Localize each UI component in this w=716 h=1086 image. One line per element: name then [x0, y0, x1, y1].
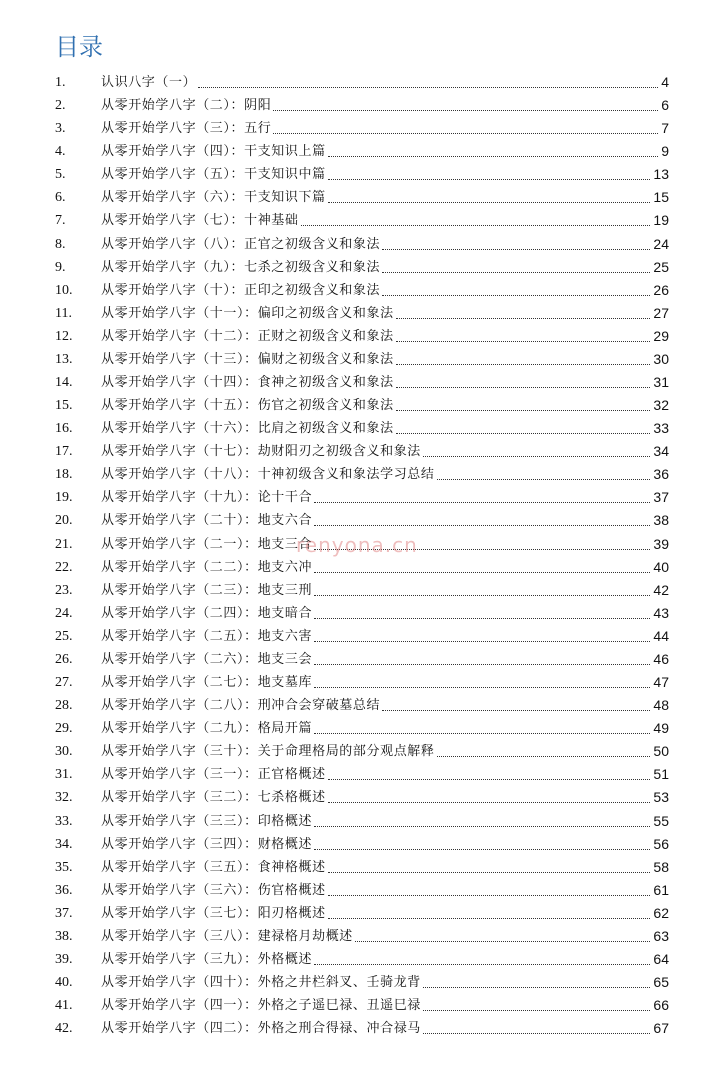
toc-entry[interactable]: [0, 1017, 716, 1040]
toc-entry-page-number[interactable]: 64: [653, 950, 669, 967]
toc-dot-leader: [314, 595, 650, 596]
toc-dot-leader: [328, 802, 651, 803]
toc-entry-page-number[interactable]: 9: [661, 143, 669, 160]
toc-entry-line: [101, 396, 669, 415]
toc-entry-page-number[interactable]: 34: [653, 443, 669, 460]
toc-dot-leader: [396, 410, 651, 411]
toc-entry-title[interactable]: 从零开始学八字（二四）：地支暗合: [101, 605, 313, 621]
toc-dot-leader: [423, 1010, 651, 1011]
toc-dot-leader: [328, 202, 651, 203]
toc-entry-title[interactable]: 从零开始学八字（二八）：刑冲合会穿破墓总结: [101, 698, 381, 714]
toc-entry-page-number[interactable]: 25: [653, 258, 669, 275]
toc-entry-page-number[interactable]: 30: [653, 350, 669, 367]
toc-entry-line: [101, 812, 669, 831]
toc-dot-leader: [314, 502, 650, 503]
toc-entry-title[interactable]: 从零开始学八字（十九）：论十干合: [101, 490, 313, 506]
toc-entry[interactable]: [0, 279, 716, 302]
toc-entry-title[interactable]: 从零开始学八字（九）：七杀之初级含义和象法: [101, 259, 381, 275]
toc-entry-number: 10.: [55, 282, 73, 298]
toc-entry[interactable]: [0, 486, 716, 509]
toc-entry[interactable]: [0, 579, 716, 602]
toc-entry-title[interactable]: 从零开始学八字（八）：正官之初级含义和象法: [101, 236, 381, 252]
toc-entry-page-number[interactable]: 13: [653, 166, 669, 183]
toc-entry-number: 7.: [55, 213, 66, 229]
toc-dot-leader: [396, 433, 651, 434]
toc-entry-page-number[interactable]: 6: [661, 97, 669, 114]
toc-entry-number: 18.: [55, 467, 73, 483]
toc-entry-title[interactable]: 从零开始学八字（三八）：建禄格月劫概述: [101, 928, 353, 944]
toc-entry-title[interactable]: 从零开始学八字（四十）：外格之井栏斜叉、壬骑龙背: [101, 975, 421, 991]
toc-dot-leader: [198, 87, 658, 88]
toc-entry-line: [101, 465, 669, 484]
toc-entry-page-number[interactable]: 33: [653, 420, 669, 437]
toc-entry-page-number[interactable]: 49: [653, 720, 669, 737]
toc-entry-page-number[interactable]: 63: [653, 927, 669, 944]
toc-dot-leader: [396, 318, 651, 319]
toc-entry[interactable]: [0, 325, 716, 348]
toc-entry[interactable]: [0, 256, 716, 279]
toc-entry-line: [101, 258, 669, 277]
toc-entry-number: 22.: [55, 559, 73, 575]
toc-entry-number: 33.: [55, 813, 73, 829]
toc-entry-title[interactable]: 认识八字（一）: [101, 75, 197, 90]
toc-dot-leader: [396, 364, 651, 365]
toc-entry-number: 23.: [55, 582, 73, 598]
toc-entry[interactable]: [0, 833, 716, 856]
toc-entry[interactable]: [0, 671, 716, 694]
toc-entry-line: [101, 1019, 669, 1038]
toc-entry-line: [101, 327, 669, 346]
toc-entry-line: [101, 927, 669, 946]
toc-entry[interactable]: [0, 902, 716, 925]
toc-entry[interactable]: [0, 94, 716, 117]
toc-dot-leader: [382, 249, 650, 250]
toc-entry-number: 38.: [55, 928, 73, 944]
toc-entry-page-number[interactable]: 55: [653, 812, 669, 829]
toc-entry-page-number[interactable]: 19: [653, 212, 669, 229]
toc-entry-line: [101, 650, 669, 669]
toc-dot-leader: [328, 779, 651, 780]
toc-entry-line: [101, 673, 669, 692]
toc-dot-leader: [396, 387, 651, 388]
toc-entry[interactable]: [0, 463, 716, 486]
toc-dot-leader: [314, 964, 650, 965]
toc-entry-title[interactable]: 从零开始学八字（二一）：地支三合: [101, 536, 313, 552]
toc-entry-title[interactable]: 从零开始学八字（三）：五行: [101, 121, 272, 137]
toc-entry[interactable]: [0, 625, 716, 648]
toc-entry-line: [101, 73, 669, 92]
toc-entry-line: [101, 996, 669, 1015]
toc-entry-number: 20.: [55, 513, 73, 529]
toc-entry-line: [101, 973, 669, 992]
toc-dot-leader: [328, 918, 651, 919]
toc-entry-line: [101, 350, 669, 369]
toc-entry-title[interactable]: 从零开始学八字（二六）：地支三会: [101, 651, 313, 667]
toc-dot-leader: [301, 225, 651, 226]
toc-entry[interactable]: [0, 948, 716, 971]
toc-entry-number: 19.: [55, 490, 73, 506]
toc-entry[interactable]: [0, 440, 716, 463]
toc-entry-title[interactable]: 从零开始学八字（二九）：格局开篇: [101, 721, 313, 737]
toc-entry-title[interactable]: 从零开始学八字（三二）：七杀格概述: [101, 790, 326, 806]
toc-entry-line: [101, 511, 669, 530]
toc-dot-leader: [423, 987, 651, 988]
toc-entry[interactable]: [0, 509, 716, 532]
toc-entry-number: 15.: [55, 398, 73, 414]
toc-entry[interactable]: [0, 163, 716, 186]
toc-entry-title[interactable]: 从零开始学八字（十三）：偏财之初级含义和象法: [101, 351, 394, 367]
toc-entry[interactable]: [0, 694, 716, 717]
toc-entry-number: 35.: [55, 859, 73, 875]
toc-entry-page-number[interactable]: 24: [653, 235, 669, 252]
toc-entry-page-number[interactable]: 31: [653, 374, 669, 391]
toc-entry-title[interactable]: 从零开始学八字（二十）：地支六合: [101, 513, 313, 529]
toc-entry-line: [101, 581, 669, 600]
toc-entry-title[interactable]: 从零开始学八字（四一）：外格之子遥巳禄、丑遥巳禄: [101, 998, 421, 1014]
toc-entry[interactable]: [0, 971, 716, 994]
toc-entry-number: 9.: [55, 259, 66, 275]
toc-entry-page-number[interactable]: 44: [653, 627, 669, 644]
toc-entry-line: [101, 165, 669, 184]
toc-entry-line: [101, 835, 669, 854]
toc-entry-title[interactable]: 从零开始学八字（七）：十神基础: [101, 213, 299, 229]
toc-dot-leader: [328, 156, 659, 157]
toc-entry[interactable]: [0, 740, 716, 763]
toc-entry-number: 4.: [55, 144, 66, 160]
toc-entry-number: 32.: [55, 790, 73, 806]
toc-entry-title[interactable]: 从零开始学八字（十一）：偏印之初级含义和象法: [101, 305, 394, 321]
toc-entry-page-number[interactable]: 26: [653, 281, 669, 298]
toc-entry[interactable]: [0, 856, 716, 879]
toc-entry-title[interactable]: 从零开始学八字（三一）：正官格概述: [101, 767, 326, 783]
toc-entry[interactable]: [0, 763, 716, 786]
toc-entry-page-number[interactable]: 40: [653, 558, 669, 575]
toc-entry-title[interactable]: 从零开始学八字（三六）：伤官格概述: [101, 882, 326, 898]
toc-entry[interactable]: [0, 556, 716, 579]
toc-entry-line: [101, 904, 669, 923]
toc-entry[interactable]: [0, 140, 716, 163]
toc-dot-leader: [328, 895, 651, 896]
watermark: renyona.cn: [296, 533, 418, 557]
toc-dot-leader: [328, 179, 651, 180]
toc-entry-page-number[interactable]: 61: [653, 881, 669, 898]
toc-dot-leader: [423, 1033, 651, 1034]
toc-entry-page-number[interactable]: 39: [653, 535, 669, 552]
toc-entry-title[interactable]: 从零开始学八字（六）：干支知识下篇: [101, 190, 326, 206]
toc-entry-number: 29.: [55, 721, 73, 737]
toc-entry[interactable]: [0, 786, 716, 809]
toc-entry-page-number[interactable]: 62: [653, 904, 669, 921]
toc-entry-page-number[interactable]: 43: [653, 604, 669, 621]
toc-entry-number: 21.: [55, 536, 73, 552]
toc-entry-line: [101, 373, 669, 392]
toc-entry-number: 6.: [55, 190, 66, 206]
toc-entry-line: [101, 442, 669, 461]
toc-dot-leader: [382, 295, 650, 296]
toc-entry-number: 36.: [55, 882, 73, 898]
toc-entry-line: [101, 419, 669, 438]
toc-entry-page-number[interactable]: 4: [661, 74, 669, 90]
toc-entry-number: 26.: [55, 651, 73, 667]
toc-entry-number: 2.: [55, 98, 66, 114]
toc-entry-title[interactable]: 从零开始学八字（十七）：劫财阳刃之初级含义和象法: [101, 444, 421, 460]
toc-entry-line: [101, 119, 669, 138]
toc-entry-number: 16.: [55, 421, 73, 437]
toc-entry[interactable]: [0, 302, 716, 325]
toc-entry-number: 24.: [55, 605, 73, 621]
toc-entry[interactable]: [0, 117, 716, 140]
toc-entry-line: [101, 881, 669, 900]
toc-entry-number: 13.: [55, 351, 73, 367]
toc-entry-number: 5.: [55, 167, 66, 183]
toc-entry-title[interactable]: 从零开始学八字（三五）：食神格概述: [101, 859, 326, 875]
toc-entry-number: 11.: [55, 305, 72, 321]
toc-entry-title[interactable]: 从零开始学八字（三七）：阳刃格概述: [101, 905, 326, 921]
toc-entry-number: 42.: [55, 1021, 73, 1037]
toc-entry-line: [101, 235, 669, 254]
toc-entry-page-number[interactable]: 7: [661, 120, 669, 137]
toc-dot-leader: [314, 618, 650, 619]
toc-dot-leader: [314, 641, 650, 642]
toc-dot-leader: [382, 272, 650, 273]
toc-entry-line: [101, 211, 669, 230]
toc-entry-line: [101, 488, 669, 507]
toc-entry-line: [101, 719, 669, 738]
toc-entry-number: 8.: [55, 236, 66, 252]
toc-entry-page-number[interactable]: 53: [653, 789, 669, 806]
toc-entry-line: [101, 858, 669, 877]
toc-entry-line: [101, 558, 669, 577]
toc-entry-number: 25.: [55, 628, 73, 644]
toc-entry-number: 3.: [55, 121, 66, 137]
toc-entry-number: 17.: [55, 444, 73, 460]
toc-entry-page-number[interactable]: 66: [653, 997, 669, 1014]
toc-dot-leader: [437, 479, 651, 480]
toc-entry-title[interactable]: 从零开始学八字（二）：阴阳: [101, 98, 272, 114]
page-title: 目录: [55, 33, 103, 61]
toc-entry[interactable]: [0, 233, 716, 256]
toc-entry-number: 37.: [55, 905, 73, 921]
toc-entry-title[interactable]: 从零开始学八字（三九）：外格概述: [101, 951, 313, 967]
toc-entry-title[interactable]: 从零开始学八字（三三）：印格概述: [101, 813, 313, 829]
toc-entry[interactable]: [0, 417, 716, 440]
toc-entry[interactable]: [0, 186, 716, 209]
toc-dot-leader: [273, 110, 658, 111]
toc-entry-title[interactable]: 从零开始学八字（三十）：关于命理格局的部分观点解释: [101, 744, 435, 760]
toc-entry-page-number[interactable]: 56: [653, 835, 669, 852]
toc-dot-leader: [437, 756, 651, 757]
toc-entry-title[interactable]: 从零开始学八字（二七）：地支墓库: [101, 675, 313, 691]
toc-entry-line: [101, 281, 669, 300]
toc-entry[interactable]: [0, 71, 716, 94]
toc-dot-leader: [314, 687, 650, 688]
toc-entry-number: 14.: [55, 375, 73, 391]
toc-entry-title[interactable]: 从零开始学八字（三四）：财格概述: [101, 836, 313, 852]
toc-entry-page-number[interactable]: 27: [653, 304, 669, 321]
toc-dot-leader: [314, 525, 650, 526]
toc-entry-page-number[interactable]: 46: [653, 650, 669, 667]
toc-entry-title[interactable]: 从零开始学八字（五）：干支知识中篇: [101, 167, 326, 183]
toc-entry[interactable]: [0, 810, 716, 833]
toc-entry-page-number[interactable]: 15: [653, 189, 669, 206]
toc-dot-leader: [382, 710, 650, 711]
toc-entry-number: 27.: [55, 675, 73, 691]
toc-entry-title[interactable]: 从零开始学八字（二五）：地支六害: [101, 628, 313, 644]
toc-dot-leader: [314, 826, 650, 827]
toc-entry-title[interactable]: 从零开始学八字（四二）：外格之刑合得禄、冲合禄马: [101, 1021, 421, 1037]
toc-entry-page-number[interactable]: 50: [653, 743, 669, 760]
toc-entry-page-number[interactable]: 51: [653, 766, 669, 783]
toc-entry[interactable]: [0, 371, 716, 394]
toc-entry-page-number[interactable]: 42: [653, 581, 669, 598]
toc-entry-title[interactable]: 从零开始学八字（四）：干支知识上篇: [101, 144, 326, 160]
toc-dot-leader: [314, 849, 650, 850]
toc-entry-line: [101, 742, 669, 761]
toc-dot-leader: [314, 733, 650, 734]
toc-entry-line: [101, 765, 669, 784]
toc-entry-page-number[interactable]: 47: [653, 674, 669, 691]
toc-dot-leader: [396, 341, 651, 342]
toc-entry-title[interactable]: 从零开始学八字（十二）：正财之初级含义和象法: [101, 328, 394, 344]
toc-entry-line: [101, 950, 669, 969]
toc-entry-page-number[interactable]: 29: [653, 327, 669, 344]
toc-entry-page-number[interactable]: 37: [653, 489, 669, 506]
toc-entry-line: [101, 788, 669, 807]
toc-entry-title[interactable]: 从零开始学八字（十）：正印之初级含义和象法: [101, 282, 381, 298]
toc-entry-number: 34.: [55, 836, 73, 852]
toc-entry[interactable]: [0, 602, 716, 625]
toc-entry-title[interactable]: 从零开始学八字（十八）：十神初级含义和象法学习总结: [101, 467, 435, 483]
toc-entry-number: 1.: [55, 75, 66, 90]
toc-dot-leader: [423, 456, 651, 457]
toc-entry[interactable]: [0, 394, 716, 417]
toc-entry-title[interactable]: 从零开始学八字（十六）：比肩之初级含义和象法: [101, 421, 394, 437]
toc-entry-line: [101, 96, 669, 115]
toc-entry-title[interactable]: 从零开始学八字（二二）：地支六冲: [101, 559, 313, 575]
toc-entry-title[interactable]: 从零开始学八字（二三）：地支三刑: [101, 582, 313, 598]
toc-dot-leader: [328, 872, 651, 873]
toc-entry-page-number[interactable]: 67: [653, 1020, 669, 1037]
toc-entry-line: [101, 696, 669, 715]
toc-entry-number: 39.: [55, 951, 73, 967]
toc-entry[interactable]: [0, 879, 716, 902]
toc-entry-line: [101, 142, 669, 161]
toc-entry[interactable]: [0, 925, 716, 948]
toc-entry-page-number[interactable]: 32: [653, 397, 669, 414]
toc-entry-title[interactable]: 从零开始学八字（十五）：伤官之初级含义和象法: [101, 398, 394, 414]
toc-dot-leader: [314, 664, 650, 665]
toc-entry-number: 12.: [55, 328, 73, 344]
toc-entry-page-number[interactable]: 58: [653, 858, 669, 875]
toc-dot-leader: [273, 133, 658, 134]
toc-dot-leader: [314, 572, 650, 573]
toc-entry-page-number[interactable]: 65: [653, 974, 669, 991]
toc-entry-number: 40.: [55, 975, 73, 991]
toc-entry-line: [101, 604, 669, 623]
toc-entry[interactable]: [0, 717, 716, 740]
toc-entry-line: [101, 188, 669, 207]
toc-entry[interactable]: [0, 209, 716, 232]
toc-entry-number: 31.: [55, 767, 73, 783]
toc-entry-line: [101, 304, 669, 323]
toc-entry-number: 28.: [55, 698, 73, 714]
toc-entry-page-number[interactable]: 36: [653, 466, 669, 483]
toc-entry[interactable]: [0, 648, 716, 671]
toc-entry-number: 41.: [55, 998, 73, 1014]
toc-entry-title[interactable]: 从零开始学八字（十四）：食神之初级含义和象法: [101, 375, 394, 391]
toc-entry-page-number[interactable]: 38: [653, 512, 669, 529]
toc-entry[interactable]: [0, 348, 716, 371]
toc-entry-line: [101, 627, 669, 646]
toc-entry[interactable]: [0, 994, 716, 1017]
toc-entry-page-number[interactable]: 48: [653, 697, 669, 714]
toc-entry-number: 30.: [55, 744, 73, 760]
toc-dot-leader: [355, 941, 651, 942]
